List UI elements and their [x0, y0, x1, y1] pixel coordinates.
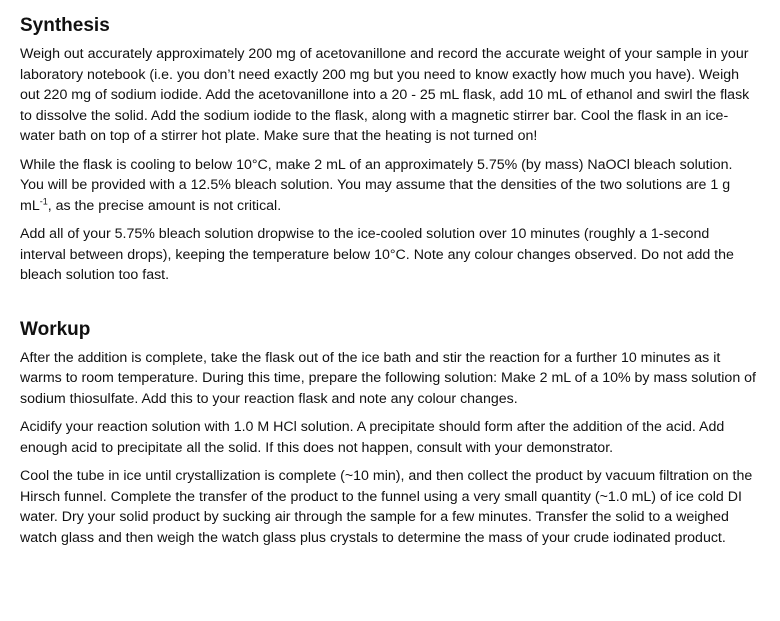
synthesis-section: [20, 14, 756, 286]
bleach-prep-text-end: , as the precise amount is not critical.: [47, 197, 282, 214]
workup-heading: Workup: [20, 318, 91, 340]
workup-section: [20, 318, 756, 549]
density-unit-exponent: -1: [39, 195, 48, 206]
synthesis-paragraph-weighing: Weigh out accurately approximately 200 mg of acetovanillone and record the accurate weight of your sample in your laboratory notebook (i.e. you don’t need exactly 200 mg but you need to know exactly how much you have). Weigh out 220 mg of sodium iodide. Add the acetovanillone into a 20 - 25 mL flask, add 10 mL of ethanol and swirl the flask to dissolve the solid. Add the sodium iodide to the flask, along with a magnetic stirrer bar. Cool the flask in an ice-water bath on top of a stirrer hot plate. Make sure that the heating is not turned on!: [20, 46, 750, 144]
workup-paragraph-acidify: Acidify your reaction solution with 1.0 M HCl solution. A precipitate should form after the addition of the acid. Add enough acid to precipitate all the solid. If this does not happen, consult with your demonstrator.: [20, 419, 725, 456]
workup-paragraph-filtration: Cool the tube in ice until crystallization is complete (~10 min), and then collect the product by vacuum filtration on the Hirsch funnel. Complete the transfer of the product to the funnel using a very small quantity (~1.0 mL) of ice cold DI water. Dry your solid product by sucking air through the sample for a few minutes. Transfer the solid to a weighed watch glass and then weigh the watch glass plus crystals to determine the mass of your crude iodinated product.: [20, 468, 753, 546]
workup-paragraph-thiosulfate: After the addition is complete, take the flask out of the ice bath and stir the reaction for a further 10 minutes as it warms to room temperature. During this time, prepare the following solution: Make 2 mL of a 10% by mass solution of sodium thiosulfate. Add this to your reaction flask and note any colour changes.: [20, 349, 756, 407]
bleach-prep-text: While the flask is cooling to below 10°C, make 2 mL of an approximately 5.75% (by mass) NaOCl bleach solution. You will be provided with a 12.5% bleach solution. You may assume that the densities of the two solutions are 1 g mL: [20, 156, 733, 214]
synthesis-paragraph-bleach-prep: [20, 155, 756, 217]
synthesis-heading: Synthesis: [20, 15, 110, 36]
synthesis-paragraph-bleach-addition: Add all of your 5.75% bleach solution dropwise to the ice-cooled solution over 10 minutes (roughly a 1-second interval between drops), keeping the temperature below 10°C. Note any colour changes observed. Do not add the bleach solution too fast.: [20, 226, 734, 283]
